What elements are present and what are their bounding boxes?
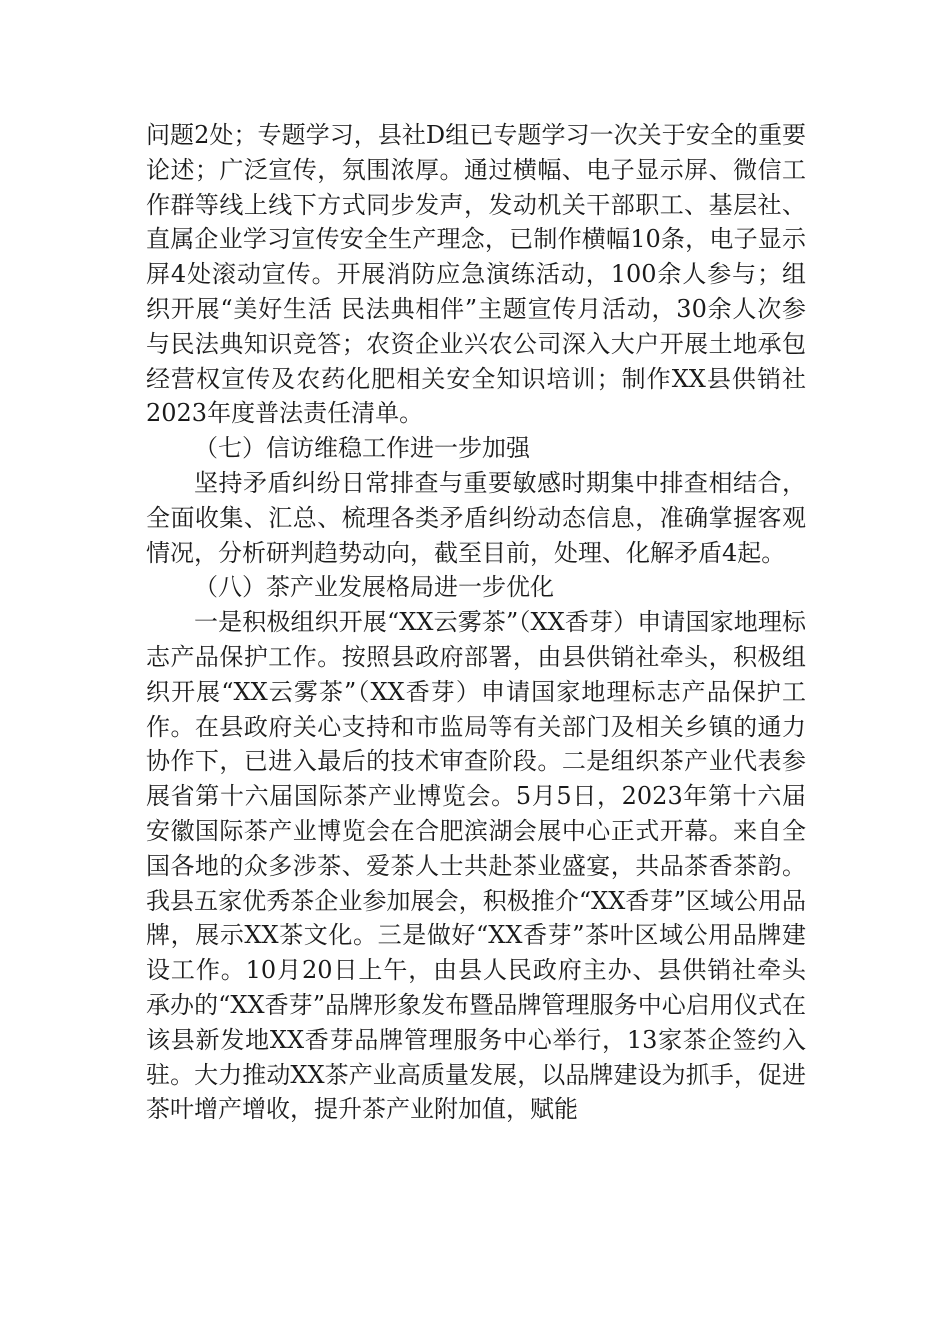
paragraph-dispute-resolution: 坚持矛盾纠纷日常排查与重要敏感时期集中排查相结合，全面收集、汇总、梳理各类矛盾纠纷动态信息，准确掌握客观情况，分析研判趋势动向，截至目前，处理、化解矛盾4起。 [146, 468, 806, 567]
section-heading-tea-industry: （八）茶产业发展格局进一步优化 [194, 573, 554, 602]
document-page [146, 118, 806, 1127]
paragraph-safety-publicity: 问题2处；专题学习，县社D组已专题学习一次关于安全的重要论述；广泛宣传，氛围浓厚。通过横幅、电子显示屏、微信工作群等线上线下方式同步发声，发动机关干部职工、基层社、直属企业学习宣传安全生产理念，已制作横幅10条，电子显示屏4处滚动宣传。开展消防应急演练活动，100余人参与；组织开展“美好生活 民法典相伴”主题宣传月活动，30余人次参与民法典知识竞答；农资企业兴农公司深入大户开展土地承包经营权宣传及农药化肥相关安全知识培训；制作XX县供销社2023年度普法责任清单。 [146, 121, 806, 428]
paragraph-tea-industry: 一是积极组织开展“XX云雾茶”（XX香芽）申请国家地理标志产品保护工作。按照县政府部署，由县供销社牵头，积极组织开展“XX云雾茶”（XX香芽）申请国家地理标志产品保护工作。在县政府关心支持和市监局等有关部门及相关乡镇的通力协作下，已进入最后的技术审查阶段。二是组织茶产业代表参展省第十六届国际茶产业博览会。5月5日，2023年第十六届安徽国际茶产业博览会在合肥滨湖会展中心正式开幕。来自全国各地的众多涉茶、爱茶人士共赴茶业盛宴，共品茶香茶韵。我县五家优秀茶企业参加展会，积极推介“XX香芽”区域公用品牌，展示XX茶文化。三是做好“XX香芽”茶叶区域公用品牌建设工作。10月20日上午，由县人民政府主办、县供销社牵头承办的“XX香芽”品牌形象发布暨品牌管理服务中心启用仪式在该县新发地XX香芽品牌管理服务中心举行，13家茶企签约入驻。大力推动XX茶产业高质量发展，以品牌建设为抓手，促进茶叶增产增收，提升茶产业附加值，赋能 [146, 608, 806, 1124]
section-heading-petition-stability: （七）信访维稳工作进一步加强 [194, 434, 530, 463]
